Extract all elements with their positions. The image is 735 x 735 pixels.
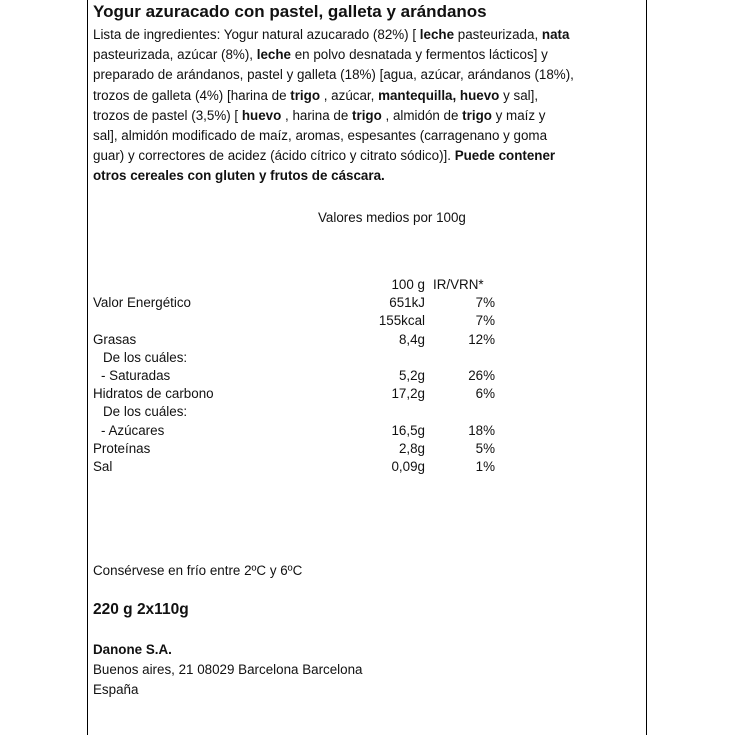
storage-instructions: Consérvese en frío entre 2ºC y 6ºC — [93, 563, 303, 578]
nutrient-label: - Saturadas — [101, 367, 171, 383]
nutrient-ir: 18% — [468, 422, 495, 438]
nutrient-label: - Azúcares — [101, 422, 165, 438]
nutrient-ir: 26% — [468, 367, 495, 383]
product-title: Yogur azuracado con pastel, galleta y arándanos — [93, 2, 487, 21]
company-name: Danone S.A. — [93, 642, 172, 657]
nutrient-ir: 7% — [475, 313, 495, 329]
ingredients-line: guar) y correctores de acidez (ácido cítrico y citrato sódico)]. Puede contener — [93, 148, 556, 164]
ingredients-text — [93, 25, 638, 187]
company-info — [93, 640, 363, 700]
net-weight: 220 g 2x110g — [93, 601, 189, 618]
nutrient-label: De los cuáles: — [103, 404, 188, 420]
ingredients-line: otros cereales con gluten y frutos de cáscara. — [93, 168, 385, 184]
nutrient-label: Grasas — [93, 331, 137, 347]
company-address: Buenos aires, 21 08029 Barcelona Barcelona — [93, 662, 363, 677]
nutrient-label: Sal — [93, 458, 113, 474]
nutrient-value: 2,8g — [398, 440, 425, 456]
nutrient-label: Proteínas — [93, 440, 151, 456]
nutrient-ir: 12% — [468, 331, 495, 347]
nutrient-ir: 1% — [475, 458, 495, 474]
nutrient-label: Hidratos de carbono — [93, 386, 214, 402]
nutrient-label: De los cuáles: — [103, 349, 188, 365]
column-100g-header: 100 g — [391, 277, 425, 292]
column-ir-header: IR/VRN* — [433, 277, 484, 292]
company-country: España — [93, 682, 139, 697]
nutrient-ir: 6% — [475, 386, 495, 402]
ingredients-line: trozos de galleta (4%) [harina de trigo , azúcar, mantequilla, huevo y sal], — [93, 87, 539, 103]
ingredients-line: pasteurizada, azúcar (8%), leche en polvo desnatada y fermentos lácticos] y — [93, 47, 548, 63]
nutrient-value: 651kJ — [389, 295, 425, 311]
nutrient-value: 16,5g — [391, 422, 425, 438]
nutrient-value: 155kcal — [378, 313, 425, 329]
nutrient-value: 17,2g — [391, 386, 425, 402]
ingredients-line: Lista de ingredientes: Yogur natural azucarado (82%) [ leche pasteurizada, nata — [93, 27, 570, 42]
ingredients-line: preparado de arándanos, pastel y galleta (18%) [agua, azúcar, arándanos (18%), — [93, 67, 574, 83]
ingredients-line: trozos de pastel (3,5%) [ huevo , harina de trigo , almidón de trigo y maíz y — [93, 107, 546, 123]
nutrient-label: Valor Energético — [93, 295, 192, 311]
nutrient-value: 0,09g — [391, 458, 425, 474]
nutrient-ir: 5% — [475, 440, 495, 456]
nutrient-ir: 7% — [475, 295, 495, 311]
nutrition-header: Valores medios por 100g — [318, 210, 466, 225]
nutrient-value: 8,4g — [398, 331, 425, 347]
nutrient-value: 5,2g — [398, 367, 425, 383]
ingredients-line: sal], almidón modificado de maíz, aromas, espesantes (carragenano y goma — [93, 128, 548, 144]
